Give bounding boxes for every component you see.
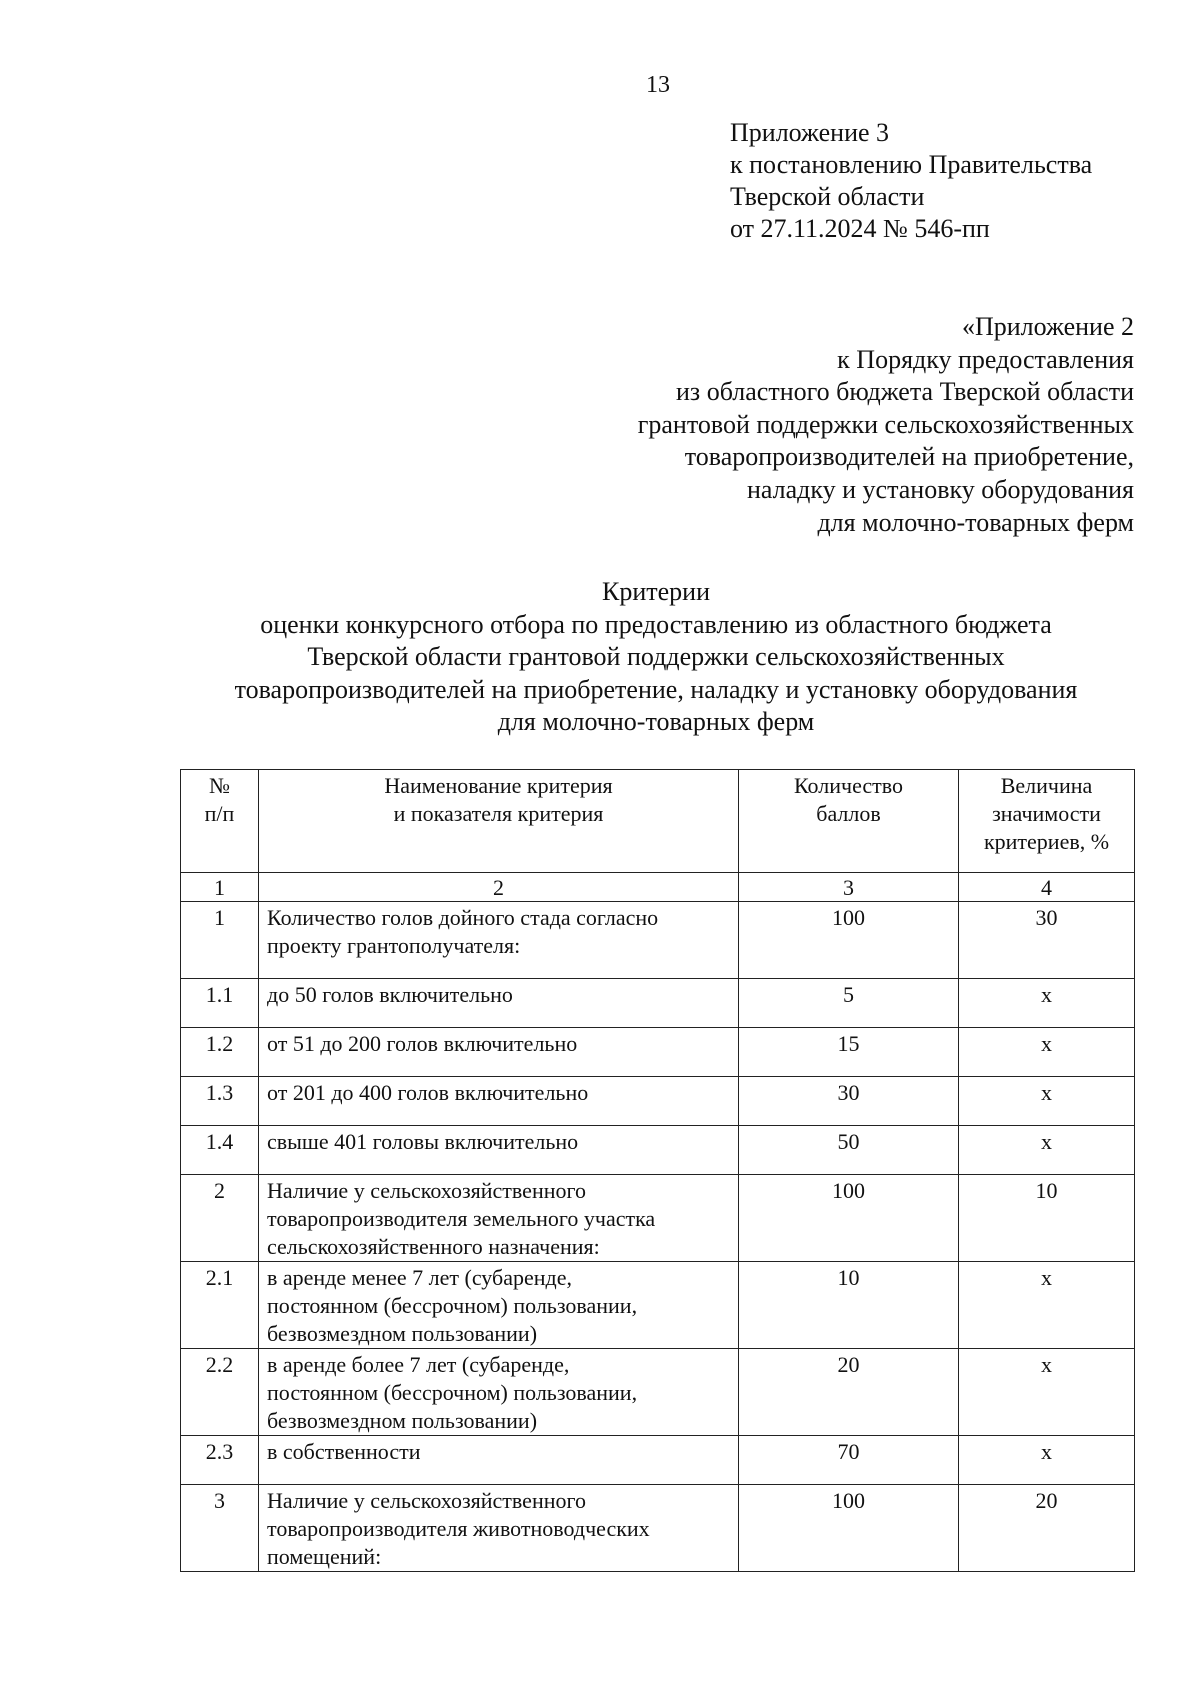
- title-line: товаропроизводителей на приобретение, наладку и установку оборудования: [234, 674, 1078, 704]
- quoted-appendix-header: [638, 311, 1134, 539]
- quoted-appendix-line: «Приложение 2: [961, 312, 1134, 341]
- row-name: [259, 1175, 739, 1262]
- appendix-line: Приложение 3: [730, 118, 890, 147]
- header-num-line: №: [209, 773, 230, 798]
- row-name-line: сельскохозяйственного назначения:: [267, 1234, 600, 1259]
- row-weight: х: [959, 1028, 1135, 1077]
- row-name-line: Наличие у сельскохозяйственного: [267, 1488, 586, 1513]
- row-weight: 30: [959, 902, 1135, 979]
- table-row: [181, 1077, 1135, 1126]
- title-line: оценки конкурсного отбора по предоставлению из областного бюджета: [260, 609, 1052, 639]
- row-weight: х: [959, 979, 1135, 1028]
- row-weight: 10: [959, 1175, 1135, 1262]
- row-num: 2.2: [181, 1349, 259, 1436]
- appendix-line: от 27.11.2024 № 546-пп: [730, 214, 990, 243]
- document-title: [170, 576, 1142, 739]
- row-points: 20: [739, 1349, 959, 1436]
- row-points: 50: [739, 1126, 959, 1175]
- row-num: 2.3: [181, 1436, 259, 1485]
- table-row: [181, 1175, 1135, 1262]
- row-name-line: товаропроизводителя земельного участка: [267, 1206, 656, 1231]
- column-index: 4: [959, 873, 1135, 902]
- row-weight: х: [959, 1126, 1135, 1175]
- header-weight-line: критериев, %: [983, 829, 1110, 854]
- header-points-line: Количество: [793, 773, 904, 798]
- title-line: для молочно-товарных ферм: [497, 707, 815, 736]
- row-num: 1.2: [181, 1028, 259, 1077]
- row-name-line: в аренде менее 7 лет (субаренде,: [267, 1265, 572, 1290]
- row-name-line: безвозмездном пользовании): [267, 1408, 538, 1433]
- row-num: 1.4: [181, 1126, 259, 1175]
- row-weight: х: [959, 1077, 1135, 1126]
- quoted-appendix-line: наладку и установку оборудования: [746, 474, 1134, 504]
- row-name: [259, 1485, 739, 1572]
- table-row: [181, 1485, 1135, 1572]
- table-row: [181, 902, 1135, 979]
- header-weight-line: Величина: [1000, 773, 1093, 798]
- row-name-line: товаропроизводителя животноводческих: [267, 1516, 650, 1541]
- row-name: [259, 1262, 739, 1349]
- table-header-row: [181, 770, 1135, 873]
- table-row: [181, 1126, 1135, 1175]
- title-line: Тверской области грантовой поддержки сельскохозяйственных: [307, 642, 1005, 671]
- page-number: 13: [646, 72, 670, 98]
- row-weight: х: [959, 1436, 1135, 1485]
- row-name-line: в собственности: [267, 1439, 421, 1464]
- appendix-header: [730, 117, 1092, 245]
- row-points: 15: [739, 1028, 959, 1077]
- appendix-line: к постановлению Правительства: [730, 150, 1093, 179]
- row-points: 70: [739, 1436, 959, 1485]
- appendix-line: Тверской области: [730, 182, 925, 211]
- row-points: 100: [739, 1485, 959, 1572]
- row-name: [259, 1077, 739, 1126]
- row-name: [259, 1126, 739, 1175]
- header-weight: [959, 770, 1135, 873]
- row-num: 2.1: [181, 1262, 259, 1349]
- header-points: [739, 770, 959, 873]
- title-line: Критерии: [602, 577, 710, 606]
- row-name: [259, 979, 739, 1028]
- row-name: [259, 902, 739, 979]
- row-name-line: помещений:: [267, 1544, 382, 1569]
- table-row: [181, 1349, 1135, 1436]
- column-index: 1: [181, 873, 259, 902]
- row-num: 1.1: [181, 979, 259, 1028]
- row-name-line: проекту грантополучателя:: [267, 933, 521, 958]
- header-points-line: баллов: [816, 801, 881, 826]
- row-name-line: постоянном (бессрочном) пользовании,: [267, 1380, 638, 1405]
- table-row: [181, 1028, 1135, 1077]
- row-name-line: до 50 голов включительно: [267, 982, 513, 1007]
- column-index: 2: [259, 873, 739, 902]
- row-name-line: безвозмездном пользовании): [267, 1321, 538, 1346]
- criteria-table: [180, 769, 1135, 1572]
- row-points: 100: [739, 902, 959, 979]
- quoted-appendix-line: из областного бюджета Тверской области: [676, 377, 1134, 407]
- header-num: [181, 770, 259, 873]
- row-points: 100: [739, 1175, 959, 1262]
- row-name-line: постоянном (бессрочном) пользовании,: [267, 1293, 638, 1318]
- column-index-row: [181, 873, 1135, 902]
- row-name: [259, 1349, 739, 1436]
- row-num: 2: [181, 1175, 259, 1262]
- row-name-line: Количество голов дойного стада согласно: [267, 905, 659, 930]
- row-num: 1: [181, 902, 259, 979]
- table-row: [181, 1262, 1135, 1349]
- quoted-appendix-line: товаропроизводителей на приобретение,: [684, 442, 1134, 472]
- table-row: [181, 979, 1135, 1028]
- header-num-line: п/п: [204, 801, 235, 826]
- row-points: 30: [739, 1077, 959, 1126]
- row-name: [259, 1436, 739, 1485]
- quoted-appendix-line: для молочно-товарных ферм: [817, 507, 1134, 537]
- quoted-appendix-line: грантовой поддержки сельскохозяйственных: [637, 409, 1134, 439]
- table-row: [181, 1436, 1135, 1485]
- row-name-line: от 51 до 200 голов включительно: [267, 1031, 578, 1056]
- row-weight: х: [959, 1262, 1135, 1349]
- header-name-line: Наименование критерия: [384, 773, 613, 798]
- row-points: 10: [739, 1262, 959, 1349]
- row-name-line: Наличие у сельскохозяйственного: [267, 1178, 586, 1203]
- column-index: 3: [739, 873, 959, 902]
- row-name-line: от 201 до 400 голов включительно: [267, 1080, 589, 1105]
- header-name: [259, 770, 739, 873]
- row-num: 3: [181, 1485, 259, 1572]
- row-name-line: в аренде более 7 лет (субаренде,: [267, 1352, 570, 1377]
- row-name-line: свыше 401 головы включительно: [267, 1129, 579, 1154]
- header-name-line: и показателя критерия: [393, 801, 604, 826]
- row-name: [259, 1028, 739, 1077]
- row-num: 1.3: [181, 1077, 259, 1126]
- row-weight: 20: [959, 1485, 1135, 1572]
- quoted-appendix-line: к Порядку предоставления: [837, 344, 1134, 374]
- row-weight: х: [959, 1349, 1135, 1436]
- row-points: 5: [739, 979, 959, 1028]
- header-weight-line: значимости: [992, 801, 1101, 826]
